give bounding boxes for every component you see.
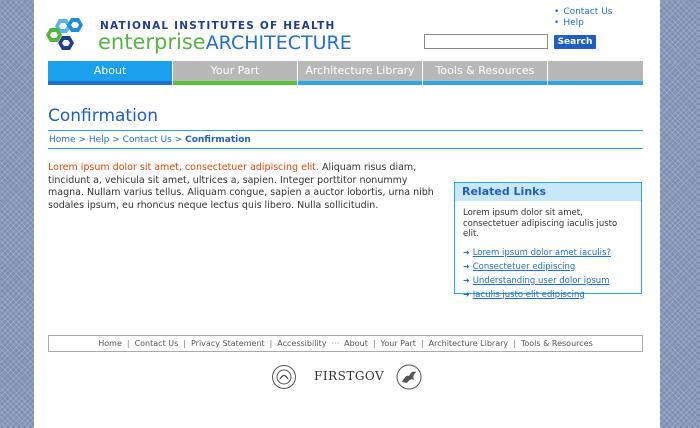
breadcrumb-current: Confirmation	[185, 135, 251, 145]
footer-divider-dots: ···	[331, 339, 340, 348]
nav-item-about[interactable]	[48, 61, 172, 85]
page-container	[34, 0, 660, 428]
breadcrumb-bottom-divider	[48, 148, 643, 149]
footer-link-about[interactable]: About	[344, 339, 368, 348]
related-links-box	[454, 182, 642, 300]
arrow-right-icon: ➜	[463, 289, 470, 299]
hhs-eagle-icon[interactable]	[396, 364, 422, 390]
nav-accent-bar	[173, 81, 297, 85]
arrow-right-icon: ➜	[463, 261, 470, 271]
list-item	[463, 246, 641, 260]
search-input[interactable]	[424, 34, 548, 49]
arrow-right-icon: ➜	[463, 275, 470, 285]
related-link[interactable]: Iaculis justo elit edipiscing	[472, 289, 585, 300]
related-link[interactable]: Lorem ipsum dolor amet iaculis?	[472, 247, 611, 258]
nav-accent-bar	[48, 81, 172, 85]
nav-accent-bar	[298, 81, 422, 85]
related-link[interactable]: Understanding user dolor ipsum	[472, 275, 610, 286]
breadcrumb-contact-us[interactable]: Contact Us	[122, 135, 172, 145]
logo-word-architecture: ARCHITECTURE	[205, 32, 352, 54]
breadcrumb	[49, 135, 251, 145]
lead-sentence: Lorem ipsum dolor sit amet, consectetuer adipiscing elit.	[48, 162, 319, 173]
help-link[interactable]: • Help	[554, 18, 612, 29]
nih-logo[interactable]	[46, 16, 352, 56]
utility-links	[554, 7, 612, 29]
body-paragraph	[48, 162, 440, 212]
logo-word-enterprise: enterprise	[98, 30, 206, 54]
nav-accent-bar	[548, 81, 643, 85]
breadcrumb-separator: >	[112, 135, 123, 145]
main-nav	[48, 61, 643, 85]
footer-link-home[interactable]: Home	[98, 339, 122, 348]
eagle-glyph-icon	[396, 364, 422, 390]
breadcrumb-separator: >	[174, 135, 186, 145]
footer-separator: |	[126, 339, 130, 348]
footer-separator: |	[420, 339, 424, 348]
logo-title: NATIONAL INSTITUTES OF HEALTH	[100, 20, 336, 32]
contact-us-link[interactable]: • Contact Us	[554, 7, 612, 18]
nav-item-label: Tools & Resources	[435, 64, 535, 77]
nav-item-label: About	[93, 64, 127, 77]
footer-link-tools-resources[interactable]: Tools & Resources	[520, 339, 593, 348]
firstgov-logo[interactable]: FIRSTGOV	[314, 369, 385, 383]
footer-link-your-part[interactable]: Your Part	[380, 339, 416, 348]
footer-link-privacy[interactable]: Privacy Statement	[190, 339, 265, 348]
list-item	[463, 274, 641, 288]
list-item	[463, 288, 641, 302]
footer-links	[48, 335, 643, 352]
seal-glyph-icon	[273, 366, 295, 388]
breadcrumb-help[interactable]: Help	[88, 135, 110, 145]
hexagon-logo-icon	[46, 16, 94, 54]
related-links-description: Lorem ipsum dolor sit amet, consectetuer adipiscing iaculis justo elit.	[463, 208, 618, 239]
search-button[interactable]: Search	[554, 35, 596, 49]
nav-accent-bar	[423, 81, 547, 85]
body-sentence: Aliquam risus diam, tincidunt a, vehicula sit amet, ultrices a, sapien. Integer porttitor nonummy magna. Nullam varius tellus. Aliquam congue, sapien a auctor lobortis, urna nibh sodales ipsum, eu rhoncus neque lectus quis libero. Nulla sollicitudin.	[48, 162, 434, 211]
footer-separator: |	[513, 339, 516, 348]
related-links-heading: Related Links	[455, 183, 641, 201]
footer-link-accessibility[interactable]: Accessibility	[277, 339, 327, 348]
related-links-list	[455, 246, 641, 302]
nav-item-empty	[548, 61, 643, 85]
footer-link-architecture-library[interactable]: Architecture Library	[428, 339, 509, 348]
related-link[interactable]: Consectetuer edipiscing	[472, 261, 576, 272]
nav-item-label: Your Part	[210, 64, 260, 77]
logo-subtitle	[98, 30, 352, 55]
list-item	[463, 260, 641, 274]
breadcrumb-home[interactable]: Home	[49, 135, 76, 145]
footer-separator: |	[372, 339, 376, 348]
nav-item-label: Architecture Library	[305, 64, 415, 77]
breadcrumb-top-divider	[48, 130, 643, 131]
footer-link-contact-us[interactable]: Contact Us	[134, 339, 179, 348]
nav-item-tools-resources[interactable]	[423, 61, 547, 85]
breadcrumb-separator: >	[78, 135, 89, 145]
nav-item-your-part[interactable]	[173, 61, 297, 85]
page-title: Confirmation	[48, 106, 158, 126]
footer-separator: |	[183, 339, 186, 348]
arrow-right-icon: ➜	[463, 247, 470, 257]
footer-separator: |	[269, 339, 273, 348]
nav-item-architecture-library[interactable]	[298, 61, 422, 85]
hhs-seal-icon[interactable]	[272, 365, 296, 389]
footer-logos	[272, 364, 432, 392]
